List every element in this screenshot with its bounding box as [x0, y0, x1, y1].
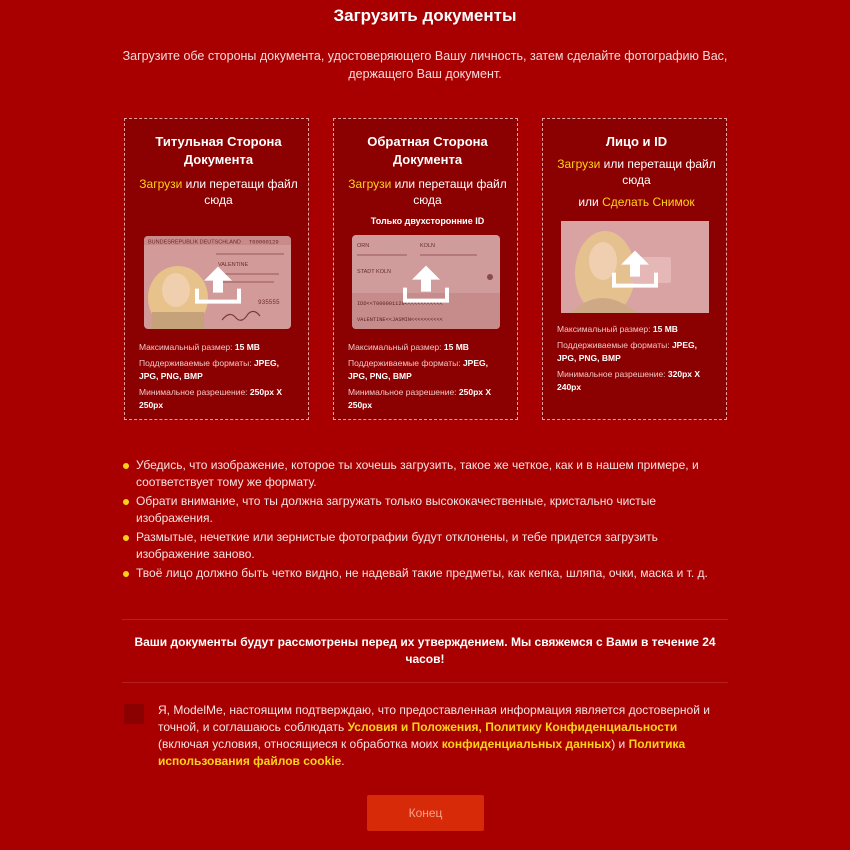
privacy-policy-link[interactable]: Политику Конфиденциальности: [485, 720, 678, 734]
card-specs: [557, 323, 717, 397]
upload-card-front[interactable]: [124, 118, 309, 420]
upload-card-selfie[interactable]: [542, 118, 727, 420]
drag-hint: или перетащи файл сюда: [182, 177, 298, 207]
upload-prompt: [348, 176, 507, 208]
or-text: или: [578, 195, 603, 209]
card-title: Обратная Сторона Документа: [367, 134, 488, 167]
max-size-spec: Максимальный размер: 15 MB: [139, 342, 260, 352]
front-id-sample-image: [144, 236, 291, 329]
card-title: Титульная Сторона Документа: [155, 134, 282, 167]
consent-checkbox[interactable]: [124, 704, 144, 724]
min-resolution-spec: Минимальное разрешение: 250px X 250px: [139, 387, 283, 410]
page-subtitle: Загрузите обе стороны документа, удостоверяющего Вашу личность, затем сделайте фотографию Вас, держащего Ваш документ.: [122, 49, 728, 81]
upload-link[interactable]: Загрузи: [557, 157, 601, 171]
max-size-spec: Максимальный размер: 15 MB: [348, 342, 469, 352]
upload-card-back[interactable]: [333, 118, 518, 420]
guidelines-list: [122, 457, 722, 584]
double-sided-note: Только двухсторонние ID: [370, 216, 485, 226]
upload-link[interactable]: Загрузи: [348, 177, 392, 191]
max-size-spec: Максимальный размер: 15 MB: [557, 324, 678, 334]
upload-icon: [611, 249, 659, 289]
formats-spec: Поддерживаемые форматы: JPEG, JPG, PNG, BMP: [348, 358, 488, 381]
formats-spec: Поддерживаемые форматы: JPEG, JPG, PNG, BMP: [557, 340, 697, 363]
id-back-line1: ORN: [357, 243, 370, 249]
id-number-text: T00000129: [249, 238, 279, 246]
terms-link[interactable]: Условия и Положения: [347, 720, 479, 734]
finish-button[interactable]: Конец: [367, 795, 484, 831]
personal-data-link[interactable]: конфиденциальных данных: [441, 737, 612, 751]
guideline-item: Обрати внимание, что ты должна загружать только высококачественные, кристально чистые изображения.: [122, 493, 722, 527]
guideline-item: Размытые, нечеткие или зернистые фотографии будут отклонены, и тебе придется загрузить изображение заново.: [122, 529, 722, 563]
snapshot-prompt: [557, 194, 716, 210]
id-back-line3: STADT KOLN: [357, 269, 392, 275]
id-back-line2: KOLN: [420, 243, 435, 249]
guideline-item: Убедись, что изображение, которое ты хочешь загрузить, такое же четкое, как и в нашем примере, и соответствует тому же формату.: [122, 457, 722, 491]
selfie-sample-image: [561, 221, 709, 313]
drag-hint: или перетащи файл сюда: [600, 157, 716, 187]
min-resolution-spec: Минимальное разрешение: 320px X 240px: [557, 369, 701, 392]
back-id-sample-image: [352, 235, 500, 329]
upload-prompt: [557, 156, 716, 188]
id-name-text: VALENTINE: [218, 262, 249, 268]
min-resolution-spec: Минимальное разрешение: 250px X 250px: [348, 387, 492, 410]
card-title: Лицо и ID: [605, 134, 668, 149]
review-notice: Ваши документы будут рассмотрены перед их утверждением. Мы свяжемся с Вами в течение 24 часов!: [134, 635, 716, 666]
drag-hint: или перетащи файл сюда: [391, 177, 507, 207]
card-specs: [139, 341, 299, 415]
formats-spec: Поддерживаемые форматы: JPEG, JPG, PNG, BMP: [139, 358, 279, 381]
divider: [122, 619, 728, 620]
upload-icon: [402, 264, 450, 304]
upload-prompt: [139, 176, 298, 208]
consent-text: Я, ModelMe, настоящим подтверждаю, что предоставленная информация является достоверной и точной, и соглашаюсь соблюдать Условия и Положения, Политику Конфиденциальности (включая условия, относящиеся к обработка моих конфиденциальных данных) и Политика использования файлов cookie.: [158, 703, 710, 768]
id-mrz-line2: VALENTINE<<JASMIN<<<<<<<<<<: [357, 317, 443, 323]
id-code-text: 935555: [258, 299, 280, 306]
divider: [122, 682, 728, 683]
cookie-policy-link[interactable]: Политика использования файлов cookie: [158, 737, 686, 768]
card-specs: [348, 341, 508, 415]
id-mrz-line1: IDD<<T000001129<<<<<<<<<<<<: [357, 301, 443, 307]
upload-link[interactable]: Загрузи: [139, 177, 183, 191]
id-header-text: BUNDESREPUBLIK DEUTSCHLAND: [148, 239, 241, 246]
take-snapshot-link[interactable]: Сделать Снимок: [602, 195, 695, 209]
guideline-item: Твоё лицо должно быть четко видно, не надевай такие предметы, как кепка, шляпа, очки, маска и т. д.: [122, 565, 722, 582]
upload-icon: [194, 264, 242, 304]
page-title: Загрузить документы: [333, 6, 517, 25]
